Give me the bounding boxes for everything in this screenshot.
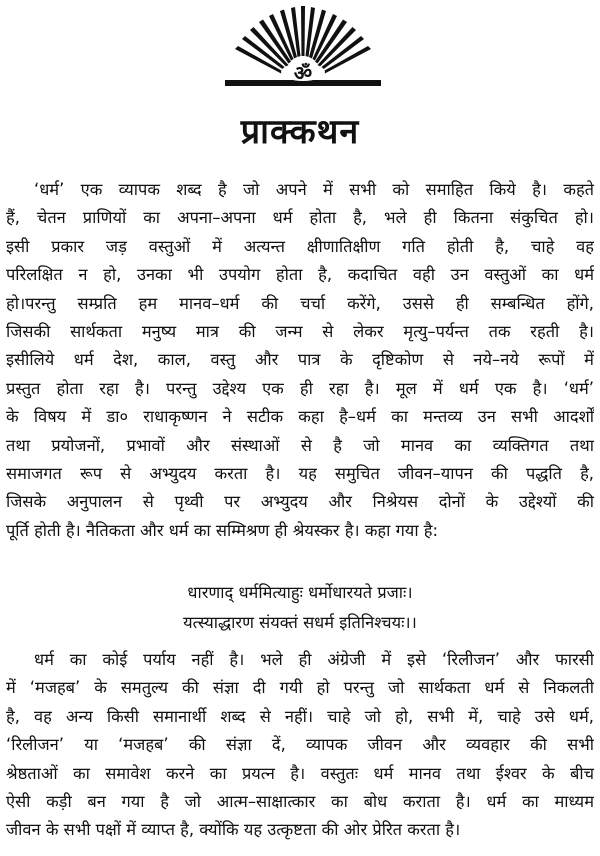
om-sunburst-emblem [225, 4, 381, 88]
text-line: समाजगत रूप से अभ्युदय करता है। यह समुचित जीवन–यापन की पद्धति है, [6, 464, 594, 484]
text-line: हो।परन्तु सम्प्रति हम मानव–धर्म की चर्चा करेंगे, उससे ही सम्बन्धित होंगे, [6, 293, 594, 313]
text-line: हैं, चेतन प्राणियों का अपना–अपना धर्म होता है, भले ही कितना संकुचित हो। [6, 208, 594, 228]
text-line: प्रस्तुत होता रहा है। परन्तु उद्देश्य एक ही रहा है। मूल में धर्म एक है। ‘धर्म’ [6, 378, 594, 398]
sanskrit-verse-line: धारणाद् धर्ममित्याहुः धर्मोधारयते प्रजाः। [187, 583, 413, 602]
text-line: श्रेष्ठताओं का समावेश करने का प्रयत्न है। वस्तुतः धर्म मानव तथा ईश्वर के बीच [6, 763, 594, 783]
text-line: तथा प्रयोजनों, प्रभावों और संस्थाओं से है जो मानव का व्यक्तिगत तथा [6, 435, 594, 455]
text-line: ‘रिलीजन’ या ‘मजहब’ की संज्ञा दें, व्यापक जीवन और व्यवहार की सभी [6, 735, 594, 755]
text-line: धर्म का कोई पर्याय नहीं है। भले ही अंग्रेजी में इसे ‘रिलीजन’ और फारसी [34, 650, 594, 669]
sanskrit-verse-line: यत्स्याद्धारण संयक्तं सधर्म इतिनिश्चयः।। [183, 613, 417, 632]
text-line: में ‘मजहब’ के समतुल्य की संज्ञा दी गयी हो परन्तु जो सार्थकता धर्म से निकलती [6, 678, 594, 698]
page-title: प्राक्कथन [240, 112, 360, 152]
om-symbol: ॐ [293, 61, 313, 85]
text-line: जिसकी सार्थकता मनुष्य मात्र की जन्म से लेकर मृत्यु–पर्यन्त तक रहती है। [6, 322, 594, 342]
text-line: जिसके अनुपालन से पृथ्वी पर अभ्युदय और निश्रेयस दोनों के उद्देश्यों की [6, 492, 594, 512]
text-line: के विषय में डा० राधाकृष्णन ने सटीक कहा है–धर्म का मन्तव्य उन सभी आदर्शों [6, 407, 594, 427]
text-line: है, वह अन्य किसी समानार्थी शब्द से नहीं। चाहे जो हो, सभी में, चाहे उसे धर्म, [6, 706, 594, 726]
text-line: जीवन के सभी पक्षों में व्याप्त है, क्योंकि यह उत्कृष्टता की ओर प्रेरित करता है। [6, 820, 461, 840]
text-line: ‘धर्म’ एक व्यापक शब्द है जो अपने में सभी को समाहित किये है। कहते [34, 180, 594, 199]
text-line: इसी प्रकार जड़ वस्तुओं में अत्यन्त क्षीणातिक्षीण गति होती है, चाहे वह [6, 236, 594, 256]
text-line: पूर्ति होती है। नैतिकता और धर्म का सम्मिश्रण ही श्रेयस्कर है। कहा गया है: [6, 520, 438, 540]
paragraph-intro [6, 176, 594, 545]
paragraph-dharma [6, 646, 594, 845]
text-line: परिलक्षित न हो, उनका भी उपयोग होता है, कदाचित वही उन वस्तुओं का धर्म [6, 265, 594, 285]
text-line: ऐसी कड़ी बन गया है जो आत्म–साक्षात्कार का बोध कराता है। धर्म का माध्यम [6, 792, 594, 812]
text-line: इसीलिये धर्म देश, काल, वस्तु और पात्र के दृष्टिकोण से नये–नये रूपों में [6, 350, 594, 370]
